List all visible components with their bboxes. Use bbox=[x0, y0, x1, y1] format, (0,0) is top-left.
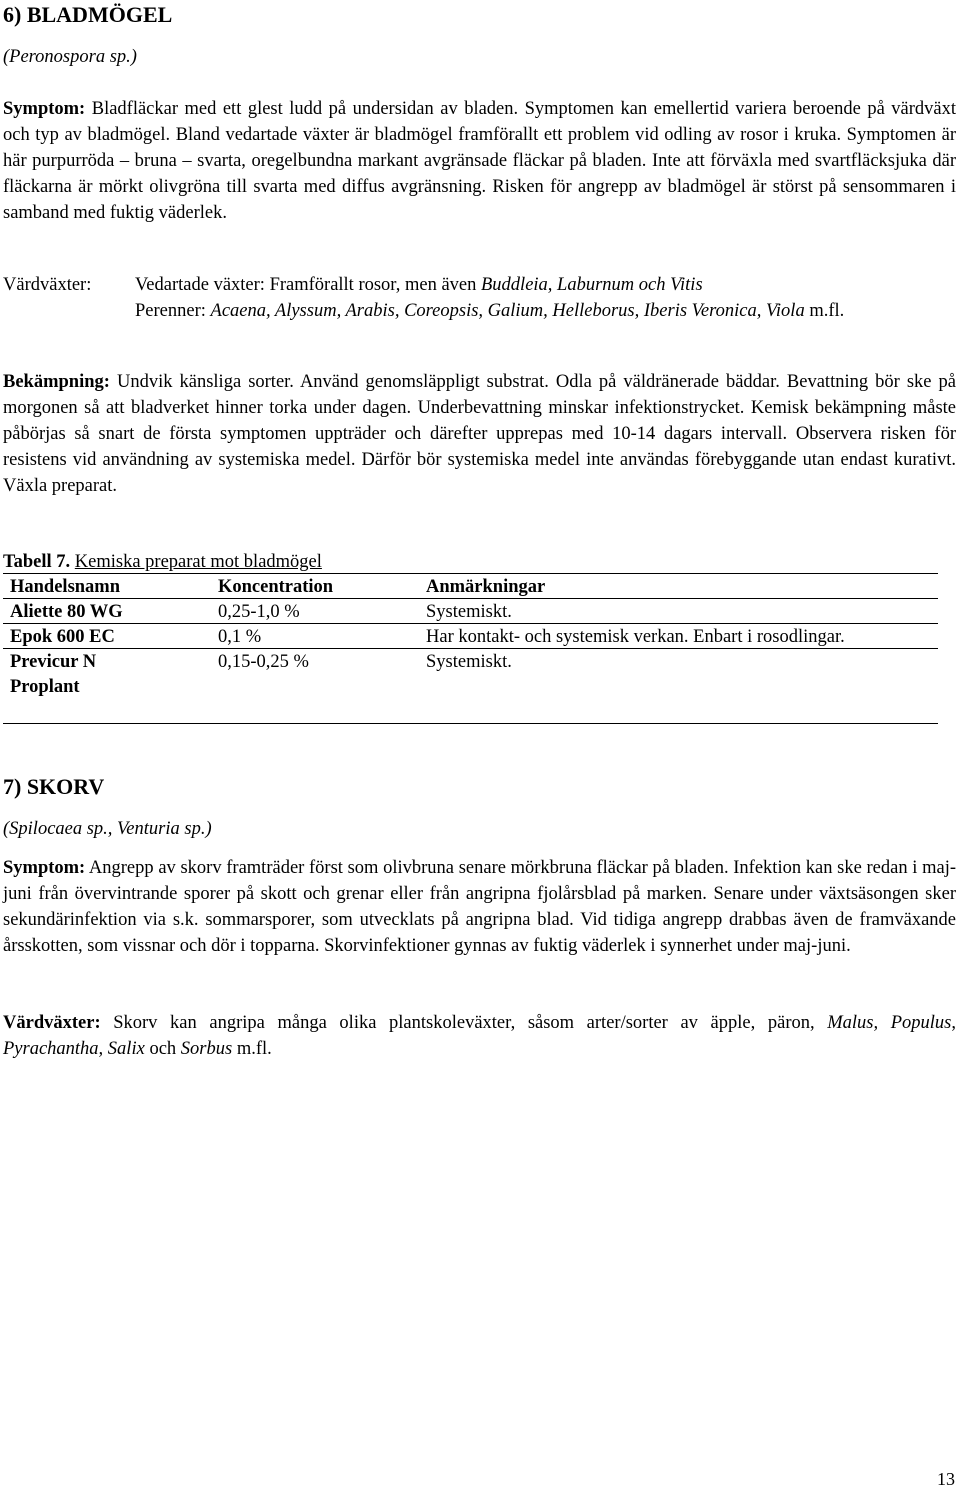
section-7-heading: 7) SKORV bbox=[3, 774, 105, 799]
hosts-prefix: Skorv kan angripa många olika plantskoleväxter, såsom arter/sorter av äpple, päron, bbox=[113, 1013, 815, 1033]
header-concentration: Koncentration bbox=[218, 577, 334, 597]
section-6-latin-name: (Peronospora sp.) bbox=[3, 47, 137, 67]
cell-concentration: 0,1 % bbox=[218, 627, 262, 647]
hosts-perennials-suffix: m.fl. bbox=[809, 301, 845, 321]
table-caption bbox=[3, 549, 322, 575]
cell-remarks: Systemiskt. bbox=[426, 602, 512, 622]
control-label: Bekämpning: bbox=[3, 372, 110, 392]
cell-name: Epok 600 EC bbox=[10, 627, 115, 647]
section-6-symptom-paragraph bbox=[3, 96, 956, 226]
cell-name: Previcur N bbox=[10, 652, 97, 672]
section-7-hosts-paragraph bbox=[3, 1010, 956, 1062]
section-6-heading: 6) BLADMÖGEL bbox=[3, 2, 173, 27]
cell-remarks: Har kontakt- och systemisk verkan. Enbart i rosodlingar. bbox=[426, 627, 845, 647]
hosts-species-2: Pyrachantha, Salix bbox=[3, 1039, 145, 1059]
section-7-latin-name: (Spilocaea sp., Venturia sp.) bbox=[3, 819, 212, 839]
cell-name-line2: Proplant bbox=[10, 677, 80, 697]
hosts-perennials-prefix: Perenner: bbox=[135, 301, 206, 321]
hosts-suffix: m.fl. bbox=[236, 1039, 272, 1059]
cell-concentration: 0,25-1,0 % bbox=[218, 602, 300, 622]
hosts-label: Värdväxter: bbox=[3, 275, 92, 295]
symptom-text: Angrepp av skorv framträder först som olivbruna senare mörkbruna fläckar på bladen. Infektion kan ske redan i maj-juni från övervintrande sporer på skott och grenar eller från angripna fjolårsblad på marken. Senare under växtsäsongen sker sekundärinfektion via s.k. sommarsporer, som utvecklats på angripna blad. Vid tidiga angrepp drabbas även de framväxande årsskotten, som vissnar och dör i topparna. Skorvinfektioner gynnas av fuktig väderlek i synnerhet under maj-juni. bbox=[3, 858, 956, 956]
hosts-species-1: Malus, Populus bbox=[827, 1013, 952, 1033]
section-7-symptom-paragraph bbox=[3, 855, 956, 959]
hosts-and: och bbox=[149, 1039, 177, 1059]
hosts-woody-species: Buddleia, Laburnum och Vitis bbox=[481, 275, 703, 295]
hosts-species-3: Sorbus bbox=[180, 1039, 233, 1059]
page-number: 13 bbox=[937, 1469, 955, 1489]
table-caption-text: Kemiska preparat mot bladmögel bbox=[74, 552, 322, 572]
cell-concentration: 0,15-0,25 % bbox=[218, 652, 309, 672]
table-7 bbox=[3, 549, 938, 729]
header-name: Handelsnamn bbox=[10, 577, 121, 597]
hosts-line-woody bbox=[135, 272, 956, 298]
hosts-woody-prefix: Vedartade växter: Framförallt rosor, men även bbox=[135, 275, 477, 295]
symptom-label: Symptom: bbox=[3, 858, 86, 878]
hosts-separator: , bbox=[951, 1013, 956, 1033]
hosts-label: Värdväxter: bbox=[3, 1013, 101, 1033]
symptom-text: Bladfläckar med ett glest ludd på undersidan av bladen. Symptomen kan emellertid variera beroende på värdväxt och typ av bladmögel. Bland vedartade växter är bladmögel framförallt ett problem vid odling av rosor i kruka. Symptomen är här purpurröda – bruna – svarta, oregelbundna markant avgränsade fläckar på bladen. Inte att förväxla med svartfläcksjuka där fläckarna är mörkt olivgröna till svarta med diffus avgränsning. Risken för angrepp av bladmögel är störst på sensommaren i samband med fuktig väderlek. bbox=[3, 99, 957, 223]
header-remarks: Anmärkningar bbox=[426, 577, 546, 597]
hosts-perennials-species: Acaena, Alyssum, Arabis, Coreopsis, Galium, Helleborus, Iberis Veronica, Viola bbox=[210, 301, 805, 321]
control-text: Undvik känsliga sorter. Använd genomsläppligt substrat. Odla på väldränerade bäddar. Bevattning bör ske på morgonen så att bladverket hinner torka under dagen. Underbevattning minskar infektionstrycket. Kemisk bekämpning måste påbörjas så snart de första symptomen uppträder och därefter upprepas med 10-14 dagars intervall. Observera risken för resistens vid användning av systemiska medel. Därför bör systemiska medel inte användas förebyggande utan endast kurativt. Växla preparat. bbox=[3, 372, 957, 496]
hosts-line-perennials bbox=[135, 298, 956, 324]
cell-name: Aliette 80 WG bbox=[10, 602, 123, 622]
cell-remarks: Systemiskt. bbox=[426, 652, 512, 672]
table-bottom-rule bbox=[3, 723, 938, 724]
table-caption-label: Tabell 7. bbox=[3, 552, 71, 572]
control-paragraph bbox=[3, 369, 956, 499]
symptom-label: Symptom: bbox=[3, 99, 86, 119]
